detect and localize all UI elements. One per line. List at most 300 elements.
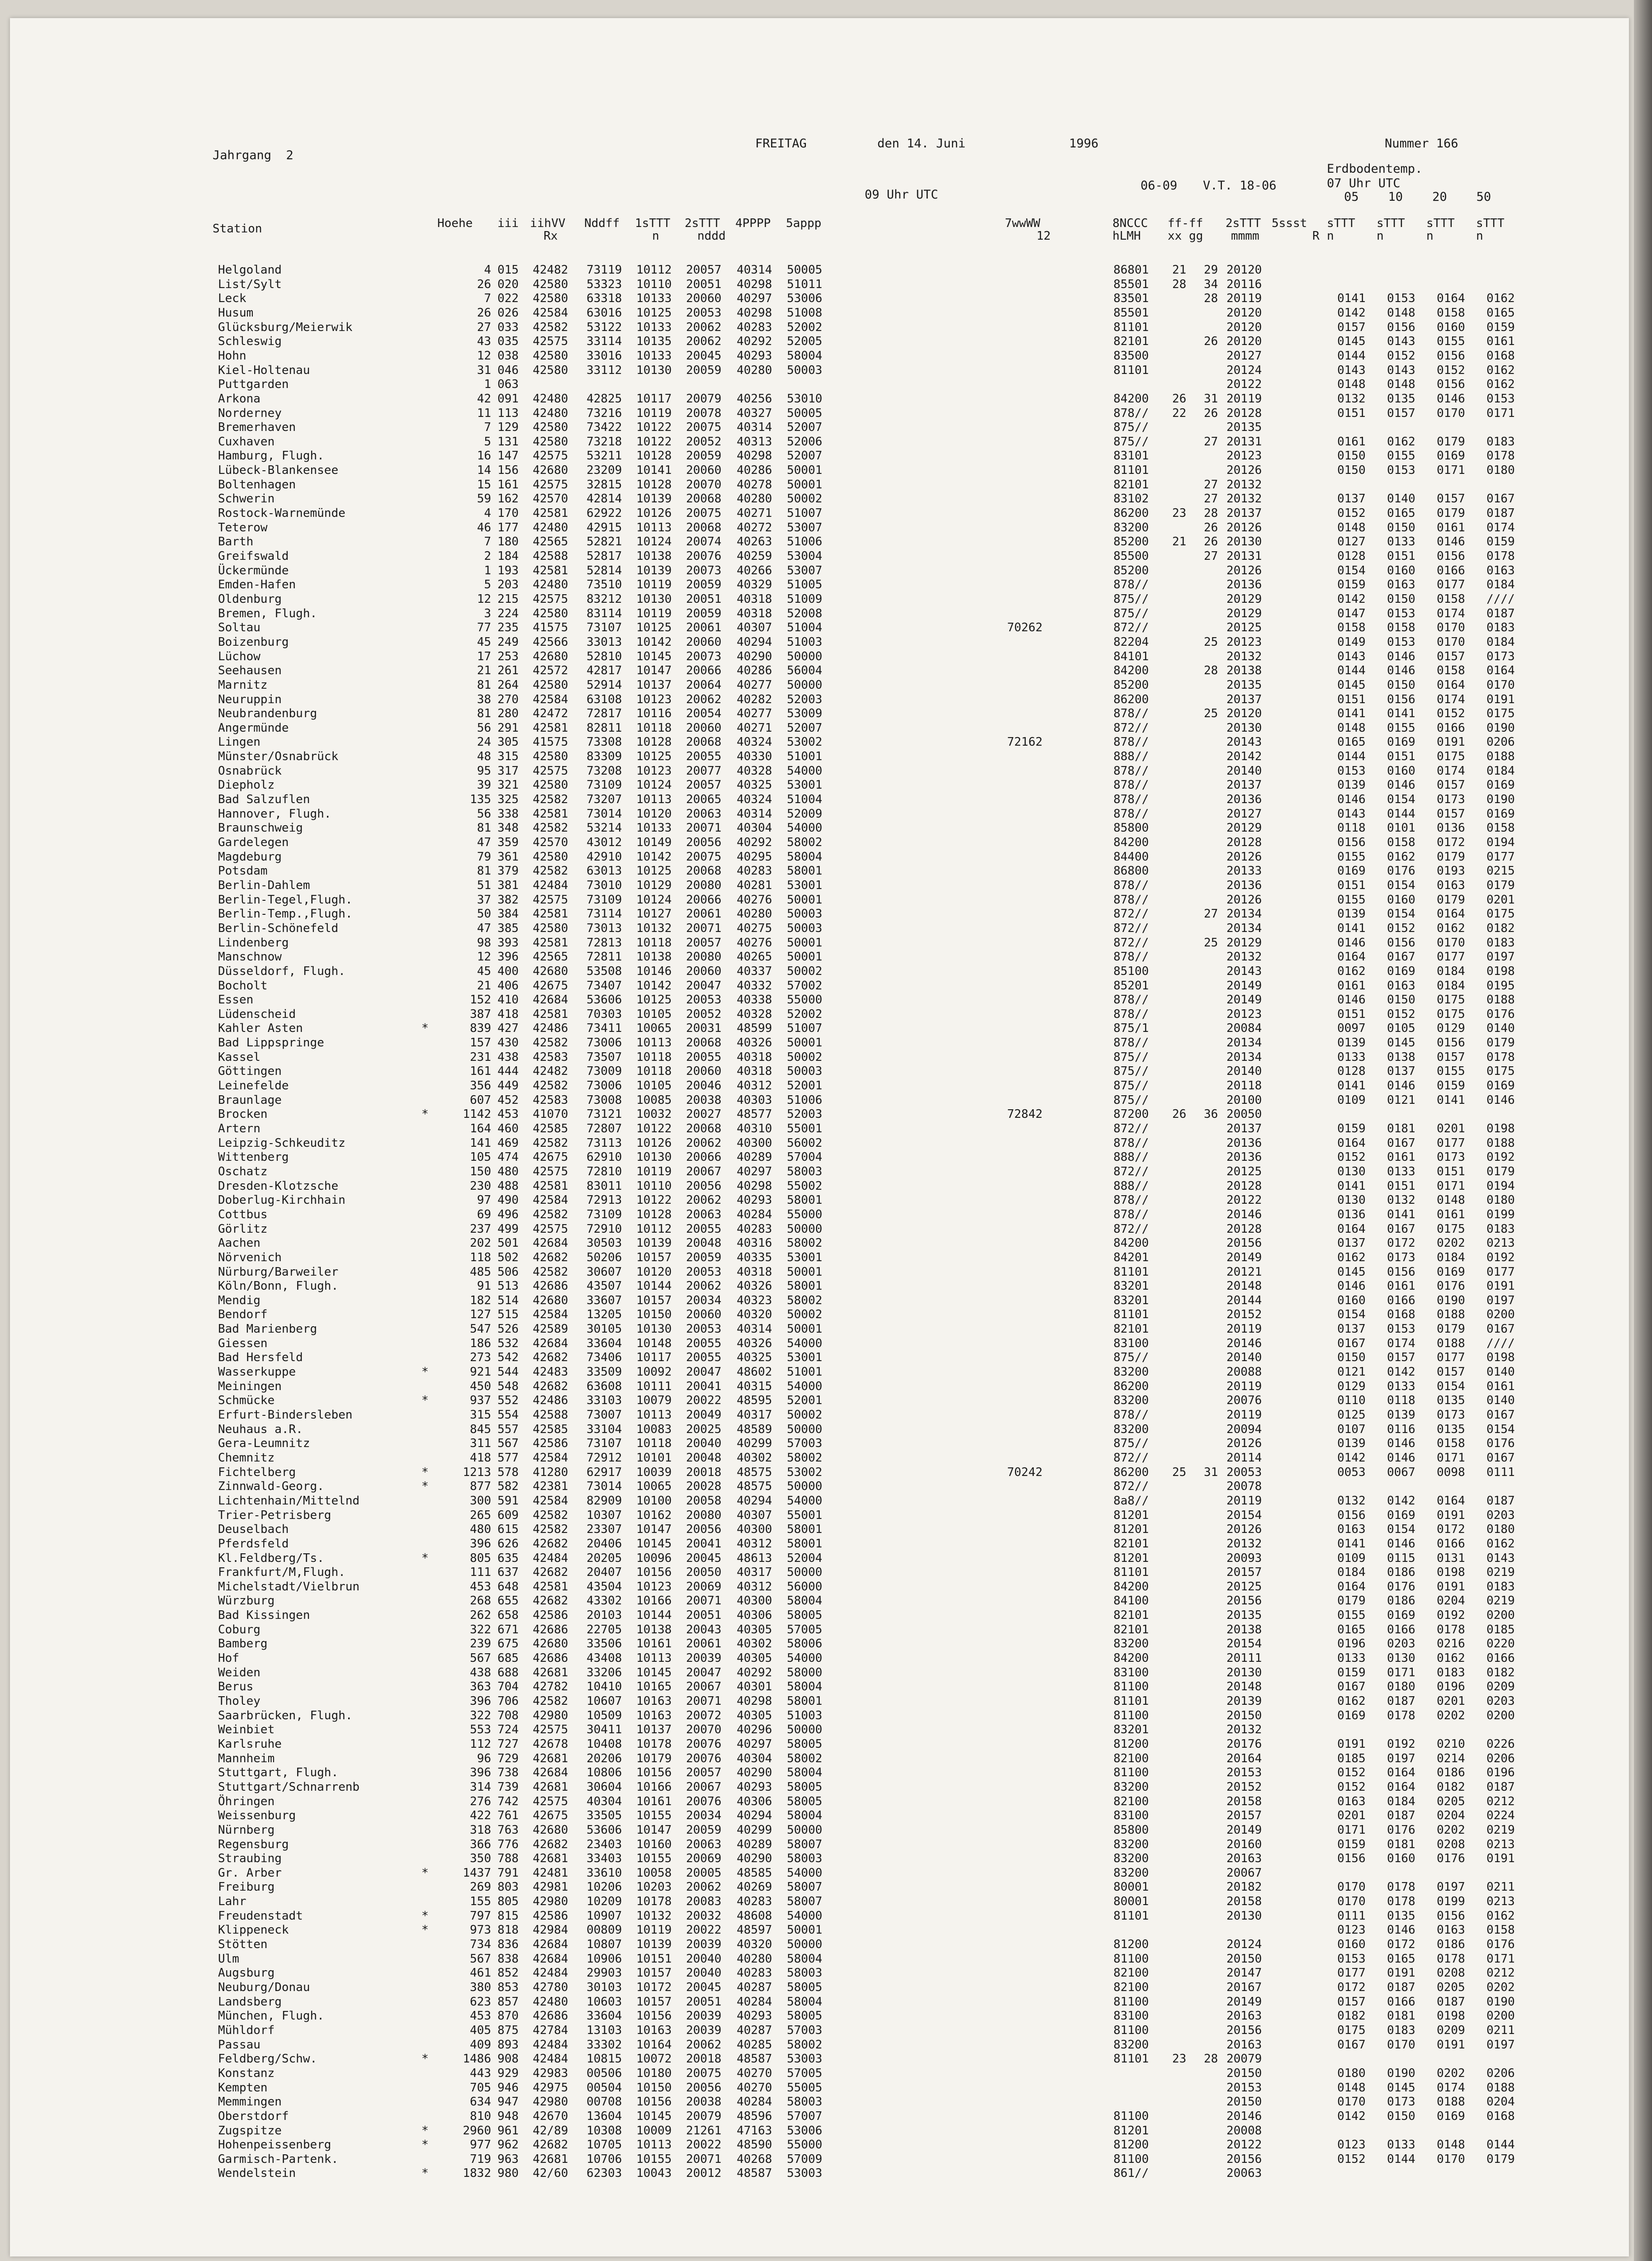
erdboden-05: 0127 — [1337, 535, 1366, 549]
table-row — [10, 2152, 1629, 2167]
nddff: 73510 — [587, 578, 622, 592]
iii: 836 — [497, 1938, 519, 1952]
5appp: 58004 — [787, 850, 823, 864]
hoehe: 12 — [477, 349, 491, 363]
hoehe: 547 — [470, 1322, 491, 1336]
erdboden-10: 0116 — [1387, 1422, 1415, 1436]
8nccc: 86800 — [1113, 864, 1149, 878]
nddff: 30503 — [587, 1236, 622, 1250]
station-name: Neuhaus a.R. — [218, 1422, 303, 1436]
4pppp: 40290 — [737, 1852, 772, 1866]
ihvv: 42980 — [533, 1708, 568, 1722]
2sttt-vt: 20079 — [1226, 2052, 1262, 2066]
nddff: 73009 — [587, 1064, 622, 1078]
1sttt: 10165 — [636, 1680, 672, 1694]
iii: 038 — [497, 349, 519, 363]
1sttt: 10122 — [636, 1193, 672, 1207]
8nccc: 85200 — [1113, 535, 1149, 549]
erdboden-05: 0175 — [1337, 2023, 1366, 2037]
5appp: 51001 — [787, 750, 823, 764]
ihvv: 42983 — [533, 2066, 568, 2080]
2sttt: 20047 — [686, 979, 722, 993]
nddff: 53606 — [587, 1823, 622, 1837]
iii: 177 — [497, 520, 519, 535]
table-row — [10, 1579, 1629, 1594]
2sttt: 20052 — [686, 1007, 722, 1021]
iii: 406 — [497, 979, 519, 993]
4pppp: 40306 — [737, 1794, 772, 1808]
erdboden-20: 0198 — [1437, 1566, 1465, 1580]
erdboden-05: 0142 — [1337, 2109, 1366, 2123]
station-name: Freudenstadt — [218, 1909, 303, 1923]
iii: 552 — [497, 1394, 519, 1408]
nddff: 33016 — [587, 349, 622, 363]
erdboden-50: 0188 — [1486, 1136, 1515, 1150]
erdboden-05: 0145 — [1337, 1265, 1366, 1279]
5appp: 53001 — [787, 778, 823, 792]
erdboden-10: 0181 — [1387, 1122, 1415, 1135]
5appp: 58000 — [787, 1665, 823, 1679]
5appp: 56000 — [787, 1580, 823, 1594]
1sttt: 10125 — [636, 306, 672, 320]
erdboden-50: 0220 — [1486, 1637, 1515, 1651]
4pppp: 40314 — [737, 263, 772, 277]
table-row — [10, 1107, 1629, 1122]
8nccc: 8a8// — [1113, 1494, 1149, 1508]
iii: 460 — [497, 1122, 519, 1135]
erdboden-50: 0144 — [1486, 2138, 1515, 2152]
table-row — [10, 2137, 1629, 2152]
nddff: 62910 — [587, 1150, 622, 1164]
erdboden-10: 0167 — [1387, 1222, 1415, 1236]
4pppp: 40259 — [737, 549, 772, 563]
2sttt: 20051 — [686, 277, 722, 291]
iii: 147 — [497, 449, 519, 463]
erdboden-10: 0152 — [1387, 921, 1415, 935]
4pppp: 40293 — [737, 1193, 772, 1207]
iii: 359 — [497, 836, 519, 849]
2sttt: 20071 — [686, 821, 722, 835]
nddff: 29903 — [587, 1966, 622, 1980]
erdboden-10: 0156 — [1387, 936, 1415, 950]
1sttt: 10123 — [636, 692, 672, 706]
iii: 215 — [497, 592, 519, 606]
8nccc: 86200 — [1113, 692, 1149, 706]
col-rx: Rx — [544, 229, 558, 243]
station-name: Köln/Bonn, Flugh. — [218, 1279, 339, 1293]
station-name: Greifswald — [218, 549, 289, 563]
station-name: Saarbrücken, Flugh. — [218, 1708, 353, 1722]
2sttt: 20056 — [686, 836, 722, 849]
iii: 156 — [497, 464, 519, 478]
5appp: 50002 — [787, 492, 823, 506]
station-name: Doberlug-Kirchhain — [218, 1193, 346, 1207]
table-row — [10, 262, 1629, 278]
erdboden-50: 0197 — [1486, 1293, 1515, 1307]
station-name: Nörvenich — [218, 1250, 282, 1264]
table-row — [10, 2051, 1629, 2067]
2sttt-vt: 20127 — [1226, 349, 1262, 363]
ihvv: 42581 — [533, 563, 568, 577]
station-name: Nürburg/Barweiler — [218, 1265, 339, 1279]
hoehe: 96 — [477, 1751, 491, 1765]
hoehe: 5 — [484, 578, 491, 592]
iii: 361 — [497, 850, 519, 864]
2sttt-vt: 20128 — [1226, 406, 1262, 420]
2sttt-vt: 20140 — [1226, 1351, 1262, 1365]
hoehe: 485 — [470, 1265, 491, 1279]
nddff: 33206 — [587, 1665, 622, 1679]
4pppp: 40293 — [737, 2009, 772, 2023]
1sttt: 10178 — [636, 1737, 672, 1751]
erdboden-20: 0191 — [1437, 1580, 1465, 1594]
5appp: 54000 — [787, 1909, 823, 1923]
8nccc: 82101 — [1113, 1322, 1149, 1336]
erdboden-05: 0156 — [1337, 836, 1366, 849]
iii: 853 — [497, 1981, 519, 1994]
hoehe: 152 — [470, 993, 491, 1007]
nddff: 10410 — [587, 1680, 622, 1694]
4pppp: 40312 — [737, 1580, 772, 1594]
ihvv: 42480 — [533, 406, 568, 420]
ihvv: 42575 — [533, 335, 568, 349]
ihvv: 42582 — [533, 1136, 568, 1150]
erdboden-50: 0180 — [1486, 1193, 1515, 1207]
erdboden-50: 0206 — [1486, 2066, 1515, 2080]
table-row — [10, 692, 1629, 707]
erdboden-20: 0164 — [1437, 678, 1465, 692]
erdboden-05: 0161 — [1337, 435, 1366, 449]
2sttt: 20076 — [686, 1794, 722, 1808]
table-row — [10, 1293, 1629, 1308]
2sttt-vt: 20154 — [1226, 1508, 1262, 1522]
erdboden-50: 0177 — [1486, 1265, 1515, 1279]
ihvv: 42575 — [533, 893, 568, 907]
erdboden-20: 0177 — [1437, 1136, 1465, 1150]
station-name: Bad Lippspringe — [218, 1036, 324, 1050]
nddff: 33302 — [587, 2038, 622, 2052]
8nccc: 878// — [1113, 1193, 1149, 1207]
erdboden-20: 0173 — [1437, 793, 1465, 807]
8nccc: 878// — [1113, 764, 1149, 778]
mountain-station-marker: * — [421, 1394, 429, 1408]
erdboden-05: 0146 — [1337, 993, 1366, 1007]
2sttt-vt: 20134 — [1226, 1050, 1262, 1064]
erdboden-50: 0190 — [1486, 1995, 1515, 2009]
station-name: Leipzig-Schkeuditz — [218, 1136, 346, 1150]
1sttt: 10151 — [636, 1952, 672, 1966]
table-row — [10, 2094, 1629, 2110]
4pppp: 40286 — [737, 464, 772, 478]
4pppp: 40277 — [737, 678, 772, 692]
4pppp: 40266 — [737, 563, 772, 577]
ihvv: 42782 — [533, 1680, 568, 1694]
4pppp: 40292 — [737, 836, 772, 849]
erdboden-20: 0175 — [1437, 1222, 1465, 1236]
table-row — [10, 1050, 1629, 1065]
4pppp: 40256 — [737, 392, 772, 406]
5appp: 58002 — [787, 1236, 823, 1250]
2sttt-vt: 20119 — [1226, 1408, 1262, 1422]
erdboden-05: 0146 — [1337, 793, 1366, 807]
5appp: 52001 — [787, 1079, 823, 1093]
1sttt: 10116 — [636, 707, 672, 721]
8nccc: 83200 — [1113, 1637, 1149, 1651]
nddff: 33505 — [587, 1809, 622, 1823]
iii: 264 — [497, 678, 519, 692]
2sttt-vt: 20129 — [1226, 936, 1262, 950]
iii: 501 — [497, 1236, 519, 1250]
erdboden-10: 0165 — [1387, 506, 1415, 520]
iii: 453 — [497, 1107, 519, 1121]
erdboden-05: 0107 — [1337, 1422, 1366, 1436]
2sttt-vt: 20123 — [1226, 1007, 1262, 1021]
table-row — [10, 1321, 1629, 1337]
2sttt-vt: 20147 — [1226, 1966, 1262, 1980]
erdboden-10: 0155 — [1387, 449, 1415, 463]
4pppp: 40280 — [737, 1952, 772, 1966]
2sttt: 20071 — [686, 1694, 722, 1708]
2sttt: 20022 — [686, 1394, 722, 1408]
2sttt-vt: 20114 — [1226, 1451, 1262, 1465]
2sttt: 20040 — [686, 1966, 722, 1980]
erdboden-50: 0143 — [1486, 1551, 1515, 1565]
5appp: 50001 — [787, 1265, 823, 1279]
8nccc: 878// — [1113, 807, 1149, 821]
ihvv: 42580 — [533, 435, 568, 449]
ihvv: 42580 — [533, 921, 568, 935]
erdboden-10: 0133 — [1387, 2138, 1415, 2152]
erdboden-10: 0154 — [1387, 878, 1415, 892]
erdboden-20: 0162 — [1437, 1651, 1465, 1665]
erdboden-10: 0158 — [1387, 836, 1415, 849]
hoehe: 150 — [470, 1164, 491, 1178]
8nccc: 86801 — [1113, 263, 1149, 277]
erdboden-10: 0143 — [1387, 363, 1415, 377]
station-name: Kempten — [218, 2081, 268, 2095]
station-name: Lüdenscheid — [218, 1007, 296, 1021]
1sttt: 10156 — [636, 2095, 672, 2109]
ihvv: 42684 — [533, 1766, 568, 1780]
hoehe: 56 — [477, 721, 491, 735]
5appp: 55001 — [787, 1508, 823, 1522]
table-row — [10, 1436, 1629, 1451]
5appp: 58001 — [787, 1523, 823, 1537]
5appp: 55005 — [787, 2081, 823, 2095]
1sttt: 10009 — [636, 2124, 672, 2138]
1sttt: 10155 — [636, 1809, 672, 1823]
table-row — [10, 734, 1629, 750]
erdboden-05: 0152 — [1337, 1766, 1366, 1780]
8nccc: 81101 — [1113, 1909, 1149, 1923]
8nccc: 85100 — [1113, 964, 1149, 978]
2sttt: 20062 — [686, 320, 722, 334]
erdboden-05: 0201 — [1337, 1809, 1366, 1823]
4pppp: 40297 — [737, 292, 772, 306]
ihvv: 42580 — [533, 678, 568, 692]
erdboden-20: 0172 — [1437, 836, 1465, 849]
nddff: 10807 — [587, 1938, 622, 1952]
erdboden-05: 0143 — [1337, 807, 1366, 821]
8nccc: 878// — [1113, 406, 1149, 420]
station-name: Hohenpeissenberg — [218, 2138, 331, 2152]
8nccc: 861// — [1113, 2166, 1149, 2181]
5appp: 51001 — [787, 1365, 823, 1379]
1sttt: 10147 — [636, 664, 672, 678]
nddff: 33013 — [587, 635, 622, 649]
erdboden-05: 0153 — [1337, 764, 1366, 778]
2sttt: 20060 — [686, 1308, 722, 1322]
station-name: Oldenburg — [218, 592, 282, 606]
ihvv: 42570 — [533, 836, 568, 849]
1sttt: 10110 — [636, 1179, 672, 1193]
hoehe: 845 — [470, 1422, 491, 1436]
4pppp: 40327 — [737, 406, 772, 420]
ihvv: 42583 — [533, 1050, 568, 1064]
erdboden-20: 0193 — [1437, 864, 1465, 878]
iii: 727 — [497, 1737, 519, 1751]
erdboden-50: 0184 — [1486, 635, 1515, 649]
2sttt-vt: 20156 — [1226, 2023, 1262, 2037]
erdboden-20: 0170 — [1437, 406, 1465, 420]
2sttt-vt: 20078 — [1226, 1480, 1262, 1494]
5appp: 50000 — [787, 1222, 823, 1236]
nddff: 43302 — [587, 1594, 622, 1608]
hoehe: 7 — [484, 535, 491, 549]
table-row — [10, 463, 1629, 478]
erdboden-20: 0202 — [1437, 1823, 1465, 1837]
nddff: 73208 — [587, 764, 622, 778]
5appp: 50000 — [787, 1480, 823, 1494]
1sttt: 10079 — [636, 1394, 672, 1408]
4pppp: 40326 — [737, 1036, 772, 1050]
station-name: Wittenberg — [218, 1150, 289, 1164]
station-name: Lingen — [218, 735, 260, 749]
station-name: Mendig — [218, 1293, 260, 1307]
4pppp: 40298 — [737, 1694, 772, 1708]
8nccc: 81101 — [1113, 1694, 1149, 1708]
table-row — [10, 2037, 1629, 2053]
table-row — [10, 1493, 1629, 1509]
station-name: Seehausen — [218, 664, 282, 678]
8nccc: 83200 — [1113, 1780, 1149, 1794]
table-row — [10, 1007, 1629, 1022]
erdboden-05: 0123 — [1337, 1923, 1366, 1937]
station-name: Pferdsfeld — [218, 1537, 289, 1551]
nddff: 43012 — [587, 836, 622, 849]
5appp: 50002 — [787, 1308, 823, 1322]
5appp: 52008 — [787, 606, 823, 620]
ihvv: 42582 — [533, 1036, 568, 1050]
2sttt: 20039 — [686, 2023, 722, 2037]
erdboden-20: 0098 — [1437, 1465, 1465, 1479]
1sttt: 10148 — [636, 1336, 672, 1350]
erdboden-05: 0053 — [1337, 1465, 1366, 1479]
erdboden-10: 0142 — [1387, 1494, 1415, 1508]
erdboden-50: 0154 — [1486, 1422, 1515, 1436]
erdboden-50: 0140 — [1486, 1394, 1515, 1408]
1sttt: 10096 — [636, 1551, 672, 1565]
hoehe: 239 — [470, 1637, 491, 1651]
iii: 526 — [497, 1322, 519, 1336]
2sttt: 20049 — [686, 1408, 722, 1422]
1sttt: 10137 — [636, 1723, 672, 1737]
ihvv: 42681 — [533, 1665, 568, 1679]
erdboden-05: 0142 — [1337, 1451, 1366, 1465]
nddff: 73119 — [587, 263, 622, 277]
erdboden-50: 0171 — [1486, 406, 1515, 420]
8nccc: 878// — [1113, 1136, 1149, 1150]
iii: 026 — [497, 306, 519, 320]
hoehe: 877 — [470, 1480, 491, 1494]
1sttt: 10043 — [636, 2166, 672, 2181]
5appp: 58004 — [787, 1809, 823, 1823]
ihvv: 42575 — [533, 1723, 568, 1737]
erdboden-20: 0157 — [1437, 807, 1465, 821]
nddff: 72913 — [587, 1193, 622, 1207]
2sttt: 20076 — [686, 549, 722, 563]
iii: 637 — [497, 1566, 519, 1580]
erdboden-50: 0167 — [1486, 492, 1515, 506]
nddff: 73121 — [587, 1107, 622, 1121]
ihvv: 42472 — [533, 707, 568, 721]
4pppp: 48575 — [737, 1465, 772, 1479]
erdboden-05: 0160 — [1337, 1938, 1366, 1952]
col-8nccc: 8NCCC — [1112, 217, 1148, 230]
8nccc: 81101 — [1113, 1566, 1149, 1580]
1sttt: 10132 — [636, 921, 672, 935]
nddff: 33604 — [587, 2009, 622, 2023]
4pppp: 48597 — [737, 1923, 772, 1937]
station-name: Tholey — [218, 1694, 260, 1708]
8nccc: 875// — [1113, 1079, 1149, 1093]
nddff: 73406 — [587, 1351, 622, 1365]
erdboden-10: 0141 — [1387, 1207, 1415, 1221]
hoehe: 11 — [477, 406, 491, 420]
8nccc: 83100 — [1113, 1336, 1149, 1350]
iii: 980 — [497, 2166, 519, 2181]
erdboden-20: 0173 — [1437, 1408, 1465, 1422]
8nccc: 82100 — [1113, 1966, 1149, 1980]
table-row — [10, 506, 1629, 521]
erdboden-20: 0179 — [1437, 506, 1465, 520]
5appp: 56002 — [787, 1136, 823, 1150]
mountain-station-marker: * — [421, 1022, 429, 1036]
erdboden-20: 0170 — [1437, 635, 1465, 649]
4pppp: 48585 — [737, 1866, 772, 1880]
2sttt: 20069 — [686, 1852, 722, 1866]
iii: 469 — [497, 1136, 519, 1150]
erdboden-10: 0169 — [1387, 1508, 1415, 1522]
erdboden-10: 0150 — [1387, 993, 1415, 1007]
erdboden-50: 0203 — [1486, 1508, 1515, 1522]
iii: 385 — [497, 921, 519, 935]
nddff: 73507 — [587, 1050, 622, 1064]
1sttt: 10112 — [636, 1222, 672, 1236]
table-row — [10, 391, 1629, 407]
1sttt: 10157 — [636, 1293, 672, 1307]
erdboden-10: 0153 — [1387, 292, 1415, 306]
ihvv: 42682 — [533, 1351, 568, 1365]
nddff: 63608 — [587, 1379, 622, 1393]
nddff: 53211 — [587, 449, 622, 463]
4pppp: 40295 — [737, 850, 772, 864]
2sttt-vt: 20132 — [1226, 1537, 1262, 1551]
erdboden-20: 0202 — [1437, 1236, 1465, 1250]
4pppp: 40302 — [737, 1637, 772, 1651]
hoehe: 921 — [470, 1365, 491, 1379]
nddff: 73411 — [587, 1022, 622, 1036]
